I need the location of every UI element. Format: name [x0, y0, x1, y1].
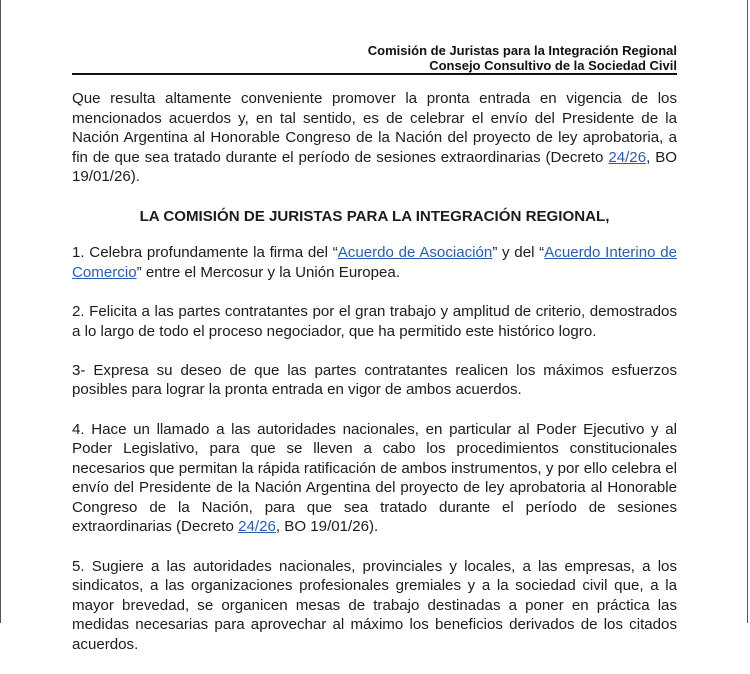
intro-text: Que resulta altamente conveniente promover la pronta entrada en vigencia de los mencionados acuerdos y, en tal sentido, es de celebrar el envío del Presidente de la Nación Argentina al Honorable Congreso de la Nación del proyecto de ley aprobatoria, a fin de que sea tratado durante el período de sesiones extraordinarias (Decreto [72, 90, 677, 166]
item-1-text-mid: ” y del “ [492, 244, 545, 262]
item-1 [72, 243, 677, 282]
item-3: 3- Expresa su deseo de que las partes contratantes realicen los máximos esfuerzos posibles para lograr la pronta entrada en vigor de ambos acuerdos. [72, 361, 677, 399]
decree-link-2[interactable]: 24/26 [238, 518, 276, 536]
document-body [72, 89, 677, 674]
item-2: 2. Felicita a las partes contratantes por el gran trabajo y amplitud de criterio, demostrados a lo largo de todo el proceso negociador, que ha permitido este histórico logro. [72, 302, 677, 340]
intro-text-end: , BO 19/01/26). [72, 148, 678, 186]
page-border-right [747, 0, 748, 623]
header-organization: Comisión de Juristas para la Integración Regional [367, 43, 677, 58]
item-5: 5. Sugiere a las autoridades nacionales, provinciales y locales, a las empresas, a los sindicatos, a las organizaciones profesionales gremiales y a la sociedad civil que, a la mayor brevedad, se organicen mesas de trabajo destinadas a poner en práctica las medidas necesarias para aprovechar al máximo los beneficios derivados de los citados acuerdos. [72, 557, 677, 654]
header-council: Consejo Consultivo de la Sociedad Civil [429, 58, 677, 73]
document-header [72, 43, 677, 73]
acuerdo-interino-link[interactable]: Acuerdo Interino de Comercio [72, 244, 677, 281]
page-border-left [0, 0, 1, 623]
item-1-text: 1. Celebra profundamente la firma del “ [72, 244, 338, 262]
resolution-heading: LA COMISIÓN DE JURISTAS PARA LA INTEGRACIÓN REGIONAL, [139, 207, 610, 225]
header-divider [72, 73, 677, 75]
intro-paragraph [72, 89, 677, 187]
item-4 [72, 420, 677, 538]
acuerdo-asociacion-link[interactable]: Acuerdo de Asociación [337, 244, 493, 262]
item-1-text-end: ” entre el Mercosur y la Unión Europea. [136, 263, 401, 281]
item-4-text-end: , BO 19/01/26). [275, 518, 379, 536]
item-4-text: 4. Hace un llamado a las autoridades nacionales, en particular al Poder Ejecutivo y al Poder Legislativo, para que se lleven a cabo los procedimientos constitucionales necesarios que permitan la rápida ratificación de ambos instrumentos, y por ello celebra el envío del Presidente de la Nación Argentina del proyecto de ley aprobatoria al Honorable Congreso de la Nación, para que sea tratado durante el período de sesiones extraordinarias (Decreto [72, 420, 677, 536]
decree-link[interactable]: 24/26 [608, 148, 647, 166]
